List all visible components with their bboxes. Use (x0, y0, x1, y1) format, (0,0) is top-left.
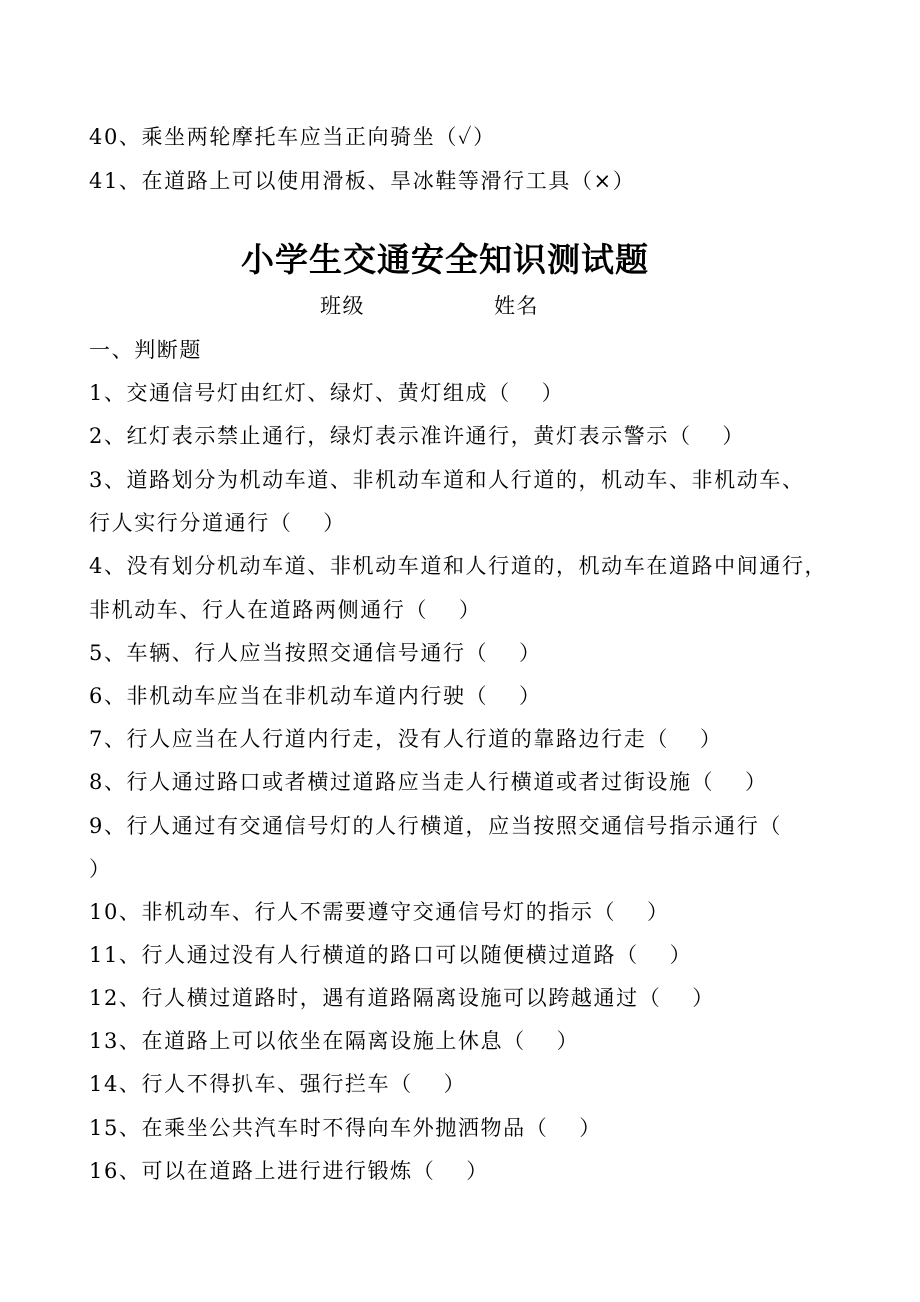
question-9: 9、行人通过有交通信号灯的人行横道，应当按照交通信号指示通行（ (89, 814, 782, 838)
question-4-cont: 非机动车、行人在道路两侧通行（ ） (89, 598, 482, 622)
question-1: 1、交通信号灯由红灯、绿灯、黄灯组成（ ） (89, 381, 565, 405)
question-7: 7、行人应当在人行道内行走，没有人行道的靠路边行走（ ） (89, 727, 723, 751)
question-6: 6、非机动车应当在非机动车道内行驶（ ） (89, 684, 542, 708)
question-8: 8、行人通过路口或者横过道路应当走人行横道或者过街设施（ ） (89, 770, 768, 794)
class-label: 班级 (320, 294, 365, 318)
question-3-cont: 行人实行分道通行（ ） (89, 511, 346, 535)
section-heading: 一、判断题 (89, 338, 202, 362)
question-9-cont: ） (89, 857, 112, 881)
question-13: 13、在道路上可以依坐在隔离设施上休息（ ） (89, 1029, 580, 1053)
page-title: 小学生交通安全知识测试题 (241, 240, 649, 279)
question-10: 10、非机动车、行人不需要遵守交通信号灯的指示（ ） (89, 900, 670, 924)
name-label: 姓名 (494, 294, 539, 318)
question-3: 3、道路划分为机动车道、非机动车道和人行道的，机动车、非机动车、 (89, 468, 805, 492)
question-5: 5、车辆、行人应当按照交通信号通行（ ） (89, 641, 542, 665)
question-11: 11、行人通过没有人行横道的路口可以随便横过道路（ ） (89, 943, 693, 967)
question-12: 12、行人横过道路时，遇有道路隔离设施可以跨越通过（ ） (89, 986, 715, 1010)
question-2: 2、红灯表示禁止通行，绿灯表示准许通行，黄灯表示警示（ ） (89, 424, 746, 448)
question-4: 4、没有划分机动车道、非机动车道和人行道的，机动车在道路中间通行， (89, 554, 828, 578)
question-41: 41、在道路上可以使用滑板、旱冰鞋等滑行工具（×） (89, 169, 636, 193)
question-15: 15、在乘坐公共汽车时不得向车外抛洒物品（ ） (89, 1116, 602, 1140)
question-40: 40、乘坐两轮摩托车应当正向骑坐（✓） (89, 125, 496, 149)
question-14: 14、行人不得扒车、强行拦车（ ） (89, 1072, 467, 1096)
question-16: 16、可以在道路上进行进行锻炼（ ） (89, 1159, 489, 1183)
